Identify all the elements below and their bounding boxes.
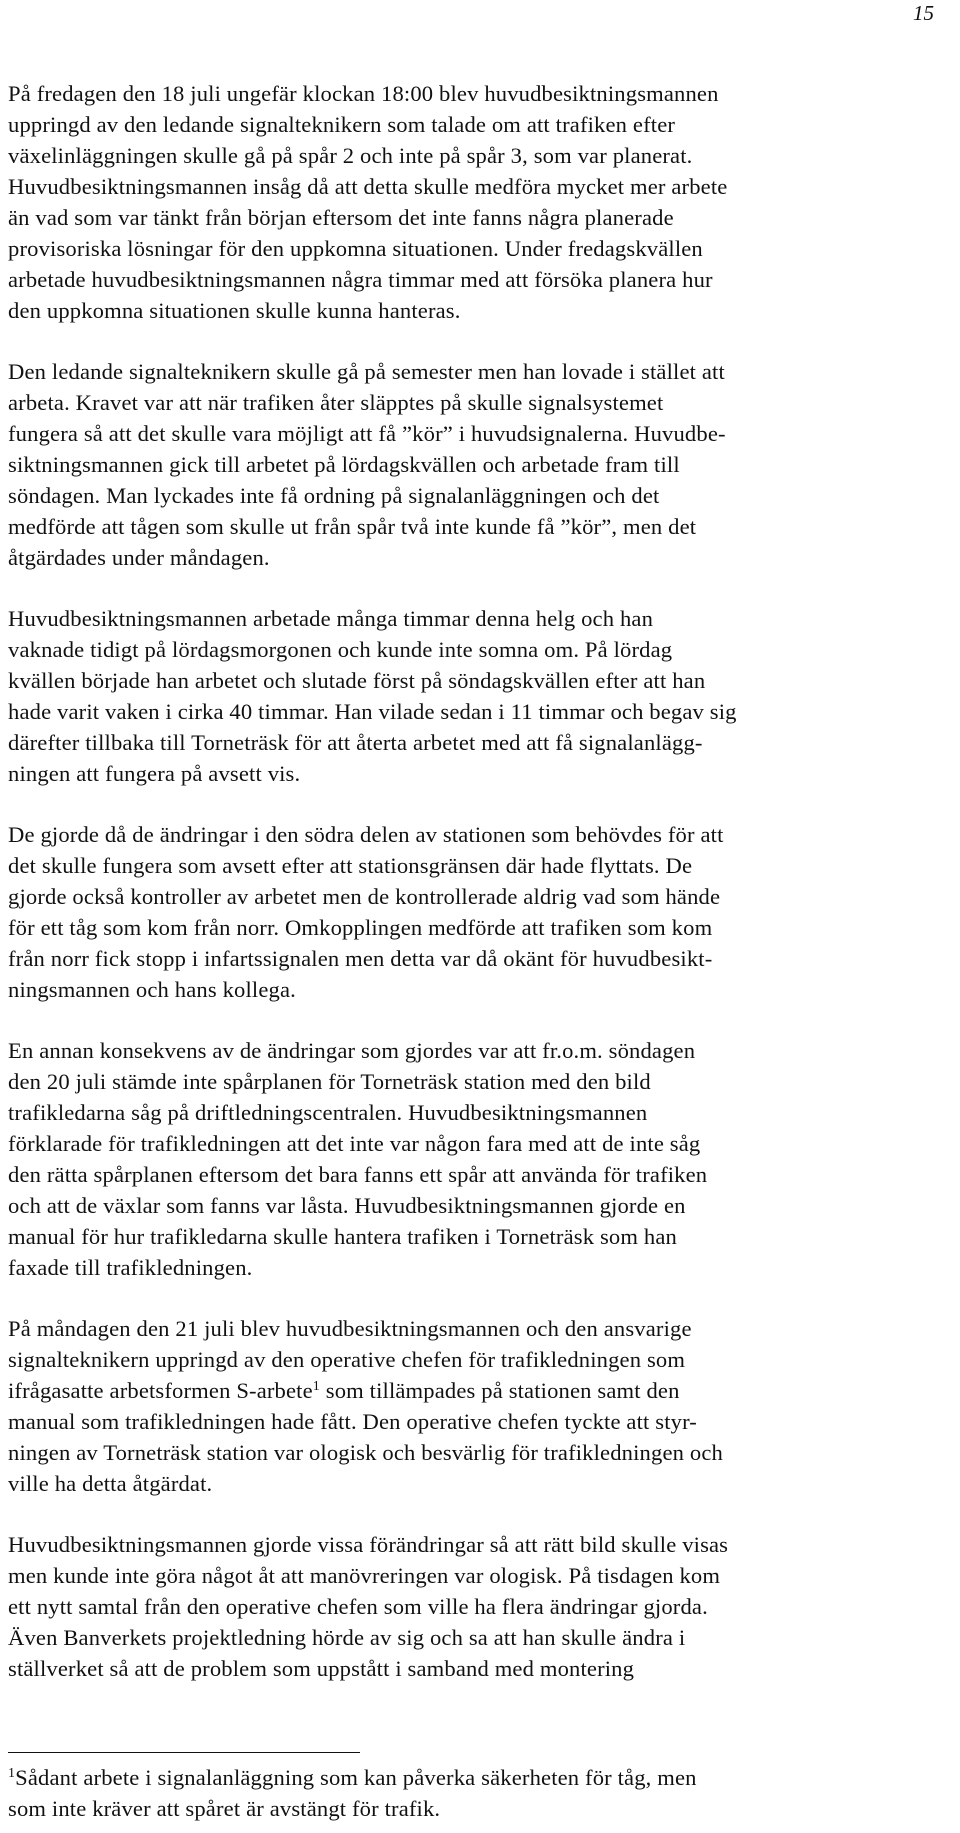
text-line: trafikledarna såg på driftledningscentralen. Huvudbesiktningsmannen — [8, 1100, 648, 1125]
text-line: än vad som var tänkt från början eftersom det inte fanns några planerade — [8, 205, 674, 230]
text-line: ningen att fungera på avsett vis. — [8, 761, 301, 786]
paragraph-6 — [8, 1313, 948, 1499]
text-line: den rätta spårplanen eftersom det bara fanns ett spår att använda för trafiken — [8, 1162, 708, 1187]
text-line: Den ledande signalteknikern skulle gå på semester men han lovade i stället att — [8, 359, 725, 384]
text-line: arbetade huvudbesiktningsmannen några timmar med att försöka planera hur — [8, 267, 713, 292]
text-line: för ett tåg som kom från norr. Omkopplingen medförde att trafiken som kom — [8, 915, 713, 940]
text-line: signalteknikern uppringd av den operative chefen för trafikledningen som — [8, 1347, 686, 1372]
paragraph-4 — [8, 819, 948, 1005]
paragraph-1 — [8, 78, 948, 326]
text-line: den uppkomna situationen skulle kunna hanteras. — [8, 298, 461, 323]
text-line: En annan konsekvens av de ändringar som gjordes var att fr.o.m. söndagen — [8, 1038, 696, 1063]
footnote — [8, 1762, 948, 1824]
text-line: gjorde också kontroller av arbetet men de kontrollerade aldrig vad som hände — [8, 884, 721, 909]
text-line: ningen av Torneträsk station var ologisk och besvärlig för trafikledningen och — [8, 1440, 723, 1465]
text-fragment: som tillämpades på stationen samt den — [319, 1378, 680, 1403]
text-line: hade varit vaken i cirka 40 timmar. Han vilade sedan i 11 timmar och begav sig — [8, 699, 737, 724]
footnote-line — [8, 1762, 948, 1793]
text-line: provisoriska lösningar för den uppkomna situationen. Under fredagskvällen — [8, 236, 703, 261]
paragraph-7 — [8, 1529, 948, 1684]
text-line: vaknade tidigt på lördagsmorgonen och kunde inte somna om. På lördag — [8, 637, 673, 662]
footnote-text: Sådant arbete i signalanläggning som kan påverka säkerheten för tåg, men — [15, 1765, 697, 1790]
text-line: fungera så att det skulle vara möjligt att få ”kör” i huvudsignalerna. Huvudbe- — [8, 421, 726, 446]
paragraph-2 — [8, 356, 948, 573]
text-line: siktningsmannen gick till arbetet på lördagskvällen och arbetade fram till — [8, 452, 680, 477]
text-line: åtgärdades under måndagen. — [8, 545, 270, 570]
text-line: förklarade för trafikledningen att det inte var någon fara med att de inte såg — [8, 1131, 701, 1156]
text-line: och att de växlar som fanns var låsta. Huvudbesiktningsmannen gjorde en — [8, 1193, 686, 1218]
text-line: arbeta. Kravet var att när trafiken åter släpptes på skulle signalsystemet — [8, 390, 664, 415]
text-fragment: ifrågasatte arbetsformen S-arbete — [8, 1378, 313, 1403]
text-line: ett nytt samtal från den operative chefen som ville ha flera ändringar gjorda. — [8, 1594, 708, 1619]
text-line: På måndagen den 21 juli blev huvudbesiktningsmannen och den ansvarige — [8, 1316, 692, 1341]
text-line: manual för hur trafikledarna skulle hantera trafiken i Torneträsk som han — [8, 1224, 677, 1249]
text-line: det skulle fungera som avsett efter att stationsgränsen där hade flyttats. De — [8, 853, 693, 878]
text-line: Även Banverkets projektledning hörde av sig och sa att han skulle ändra i — [8, 1625, 686, 1650]
text-line: Huvudbesiktningsmannen gjorde vissa förändringar så att rätt bild skulle visas — [8, 1532, 729, 1557]
text-line: ställverket så att de problem som uppstått i samband med montering — [8, 1656, 635, 1681]
document-body — [8, 78, 948, 1714]
footnote-marker: 1 — [8, 1766, 16, 1781]
text-line: Huvudbesiktningsmannen insåg då att detta skulle medföra mycket mer arbete — [8, 174, 728, 199]
text-line: På fredagen den 18 juli ungefär klockan 18:00 blev huvudbesiktningsmannen — [8, 81, 719, 106]
text-line: kvällen började han arbetet och slutade först på söndagskvällen efter att han — [8, 668, 706, 693]
footnote-reference[interactable]: 1 — [312, 1379, 320, 1394]
text-line: söndagen. Man lyckades inte få ordning på signalanläggningen och det — [8, 483, 660, 508]
text-line: från norr fick stopp i infartssignalen men detta var då okänt för huvudbesikt- — [8, 946, 713, 971]
text-line: manual som trafikledningen hade fått. Den operative chefen tyckte att styr- — [8, 1409, 697, 1434]
text-line: ningsmannen och hans kollega. — [8, 977, 296, 1002]
paragraph-3 — [8, 603, 948, 789]
page-number: 15 — [913, 1, 934, 25]
footnote-divider — [8, 1752, 360, 1753]
paragraph-5 — [8, 1035, 948, 1283]
text-line: Huvudbesiktningsmannen arbetade många timmar denna helg och han — [8, 606, 654, 631]
text-line: den 20 juli stämde inte spårplanen för Torneträsk station med den bild — [8, 1069, 651, 1094]
text-line: De gjorde då de ändringar i den södra delen av stationen som behövdes för att — [8, 822, 724, 847]
footnote-line: som inte kräver att spåret är avstängt för trafik. — [8, 1796, 441, 1821]
text-line: medförde att tågen som skulle ut från spår två inte kunde få ”kör”, men det — [8, 514, 697, 539]
text-line-with-footnote — [8, 1375, 948, 1406]
text-line: ville ha detta åtgärdat. — [8, 1471, 213, 1496]
text-line: faxade till trafikledningen. — [8, 1255, 253, 1280]
text-line: uppringd av den ledande signalteknikern som talade om att trafiken efter — [8, 112, 676, 137]
text-line: därefter tillbaka till Torneträsk för att återta arbetet med att få signalanlägg- — [8, 730, 703, 755]
text-line: men kunde inte göra något åt att manövreringen var ologisk. På tisdagen kom — [8, 1563, 721, 1588]
text-line: växelinläggningen skulle gå på spår 2 och inte på spår 3, som var planerat. — [8, 143, 693, 168]
